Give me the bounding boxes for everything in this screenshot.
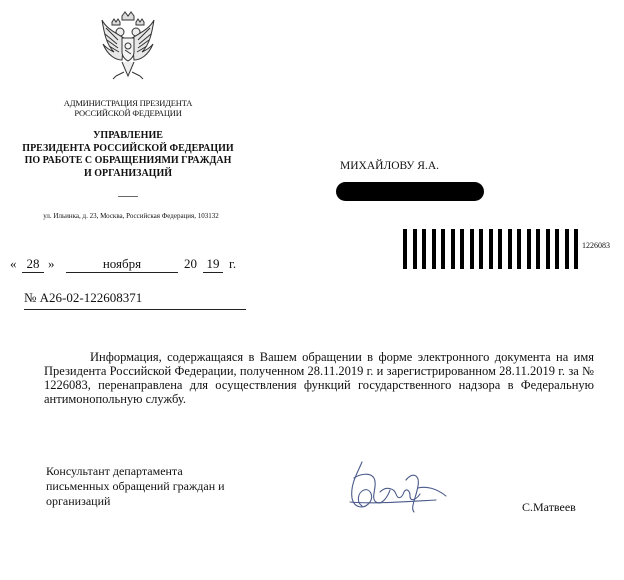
date-month: ноября (66, 256, 178, 273)
header-divider (118, 196, 138, 197)
barcode-bar (460, 229, 464, 269)
barcode-bar (546, 229, 550, 269)
handwritten-signature-icon (340, 458, 450, 520)
signatory-title (46, 464, 286, 509)
department-line: И ОРГАНИЗАЦИЙ (83, 167, 173, 179)
barcode-bar (517, 229, 521, 269)
letter-body (44, 350, 594, 406)
date-year-label: г. (229, 256, 237, 271)
signatory-title-line: организаций (46, 494, 111, 508)
date-day: 28 (22, 256, 44, 273)
barcode-bar (470, 229, 474, 269)
barcode-bar (555, 229, 559, 269)
body-paragraph: Информация, содержащаяся в Вашем обращении в форме электронного документа на имя Президента Российской Федерации, полученном 28.11.2019 г. и зарегистрированном 28.11.2019 г. за № 1226083, перенаправлена для осуществления функций государственного надзора в Федеральную антимонопольную службу. (44, 350, 594, 406)
barcode-bar (432, 229, 436, 269)
signatory-name: С.Матвеев (522, 500, 576, 514)
barcode-bar (527, 229, 531, 269)
barcode (403, 229, 578, 269)
department-heading (0, 130, 256, 180)
recipient-name: МИХАЙЛОВУ Я.А. (340, 160, 440, 172)
administration-heading (40, 98, 216, 118)
barcode-bar (451, 229, 455, 269)
redacted-block (336, 182, 484, 201)
barcode-bar (574, 229, 578, 269)
date-year-suffix: 19 (203, 256, 223, 273)
barcode-bar (508, 229, 512, 269)
department-line: ПРЕЗИДЕНТА РОССИЙСКОЙ ФЕДЕРАЦИИ (22, 142, 234, 154)
administration-line: АДМИНИСТРАЦИЯ ПРЕЗИДЕНТА (63, 98, 193, 108)
sender-address: ул. Ильинка, д. 23, Москва, Российская Федерация, 103132 (43, 212, 219, 220)
barcode-bar (565, 229, 569, 269)
barcode-bar (413, 229, 417, 269)
barcode-number: 1226083 (582, 241, 610, 250)
department-line: УПРАВЛЕНИЕ (93, 130, 163, 141)
department-line: ПО РАБОТЕ С ОБРАЩЕНИЯМИ ГРАЖДАН (24, 155, 232, 166)
barcode-bar (422, 229, 426, 269)
date-year-prefix: 20 (184, 256, 197, 271)
administration-line: РОССИЙСКОЙ ФЕДЕРАЦИИ (74, 108, 182, 118)
signatory-title-line: Консультант департамента (46, 464, 183, 478)
barcode-bar (403, 229, 407, 269)
barcode-bar (441, 229, 445, 269)
signatory-title-line: письменных обращений граждан и (46, 479, 225, 493)
barcode-bar (489, 229, 493, 269)
russian-coat-of-arms-icon (100, 10, 156, 84)
registration-number: № А26-02-122608371 (24, 290, 246, 310)
date-close-quote: » (48, 256, 55, 271)
barcode-bar (479, 229, 483, 269)
barcode-bar (498, 229, 502, 269)
barcode-bar (536, 229, 540, 269)
date-open-quote: « (10, 256, 17, 271)
